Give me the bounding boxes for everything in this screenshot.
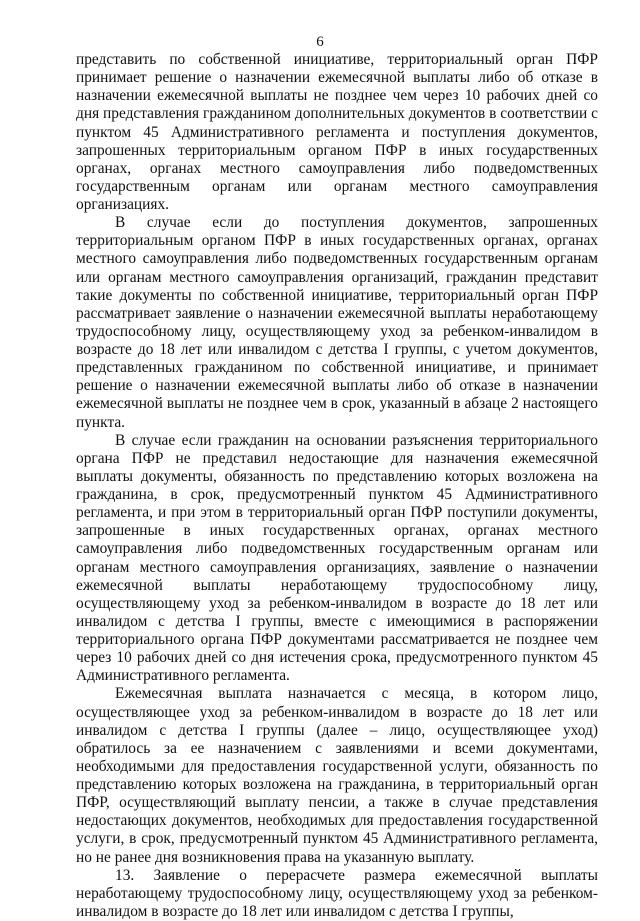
document-body xyxy=(76,51,598,921)
paragraph-payment-start: Ежемесячная выплата назначается с месяца, в котором лицо, осуществляющее уход за ребенком-инвалидом в возрасте до 18 лет или инвалидом с детства I группы (далее – лицо, осуществляющее уход) обратилось за ее назначением с заявлениями и всеми документами, необходимыми для предоставления государственной услуги, обязанность по представлению которых возложена на гражданина, в территориальный орган ПФР, осуществляющий выплату пенсии, а также в случае представления недостающих документов, необходимых для предоставления государственной услуги, в срок, предусмотренный пунктом 45 Административного регламента, но не ранее дня возникновения права на указанную выплату. xyxy=(76,685,598,866)
paragraph-continuation: представить по собственной инициативе, территориальный орган ПФР принимает решение о назначении ежемесячной выплаты либо об отказе в назначении ежемесячной выплаты не позднее чем через 10 рабочих дней со дня представления гражданином дополнительных документов в соответствии с пунктом 45 Административного регламента и поступления документов, запрошенных территориальным органом ПФР в иных государственных органах, органах местного самоуправления либо подведомственных государственным органам или органам местного самоуправления организациях. xyxy=(76,51,598,213)
paragraph-early-submission: В случае если до поступления документов, запрошенных территориальным органом ПФР в иных государственных органах, органах местного самоуправления либо подведомственных государственным органам или органам местного самоуправления организаций, гражданин представит такие документы по собственной инициативе, территориальный орган ПФР рассматривает заявление о назначении ежемесячной выплаты неработающему трудоспособному лицу, осуществляющему уход за ребенком-инвалидом в возрасте до 18 лет или инвалидом с детства I группы, с учетом документов, представленных гражданином по собственной инициативе, и принимает решение о назначении ежемесячной выплаты либо об отказе в назначении ежемесячной выплаты не позднее чем в срок, указанный в абзаце 2 настоящего пункта. xyxy=(76,214,598,431)
paragraph-missing-documents: В случае если гражданин на основании разъяснения территориального органа ПФР не представил недостающие для назначения ежемесячной выплаты документы, обязанность по представлению которых возложена на гражданина, в срок, предусмотренный пунктом 45 Административного регламента, и при этом в территориальный орган ПФР поступили документы, запрошенные в иных государственных органах, органах местного самоуправления либо подведомственных государственным органам или органам местного самоуправления организациях, заявление о назначении ежемесячной выплаты неработающему трудоспособному лицу, осуществляющему уход за ребенком-инвалидом в возрасте до 18 лет или инвалидом с детства I группы, вместе с имеющимися в распоряжении территориального органа ПФР документами рассматривается не позднее чем через 10 рабочих дней со дня истечения срока, предусмотренного пунктом 45 Административного регламента. xyxy=(76,431,598,685)
paragraph-item-13: 13. Заявление о перерасчете размера ежемесячной выплаты неработающему трудоспособному лицу, осуществляющему уход за ребенком-инвалидом в возрасте до 18 лет или инвалидом с детства I группы, xyxy=(76,866,598,920)
page-number: 6 xyxy=(316,34,324,50)
